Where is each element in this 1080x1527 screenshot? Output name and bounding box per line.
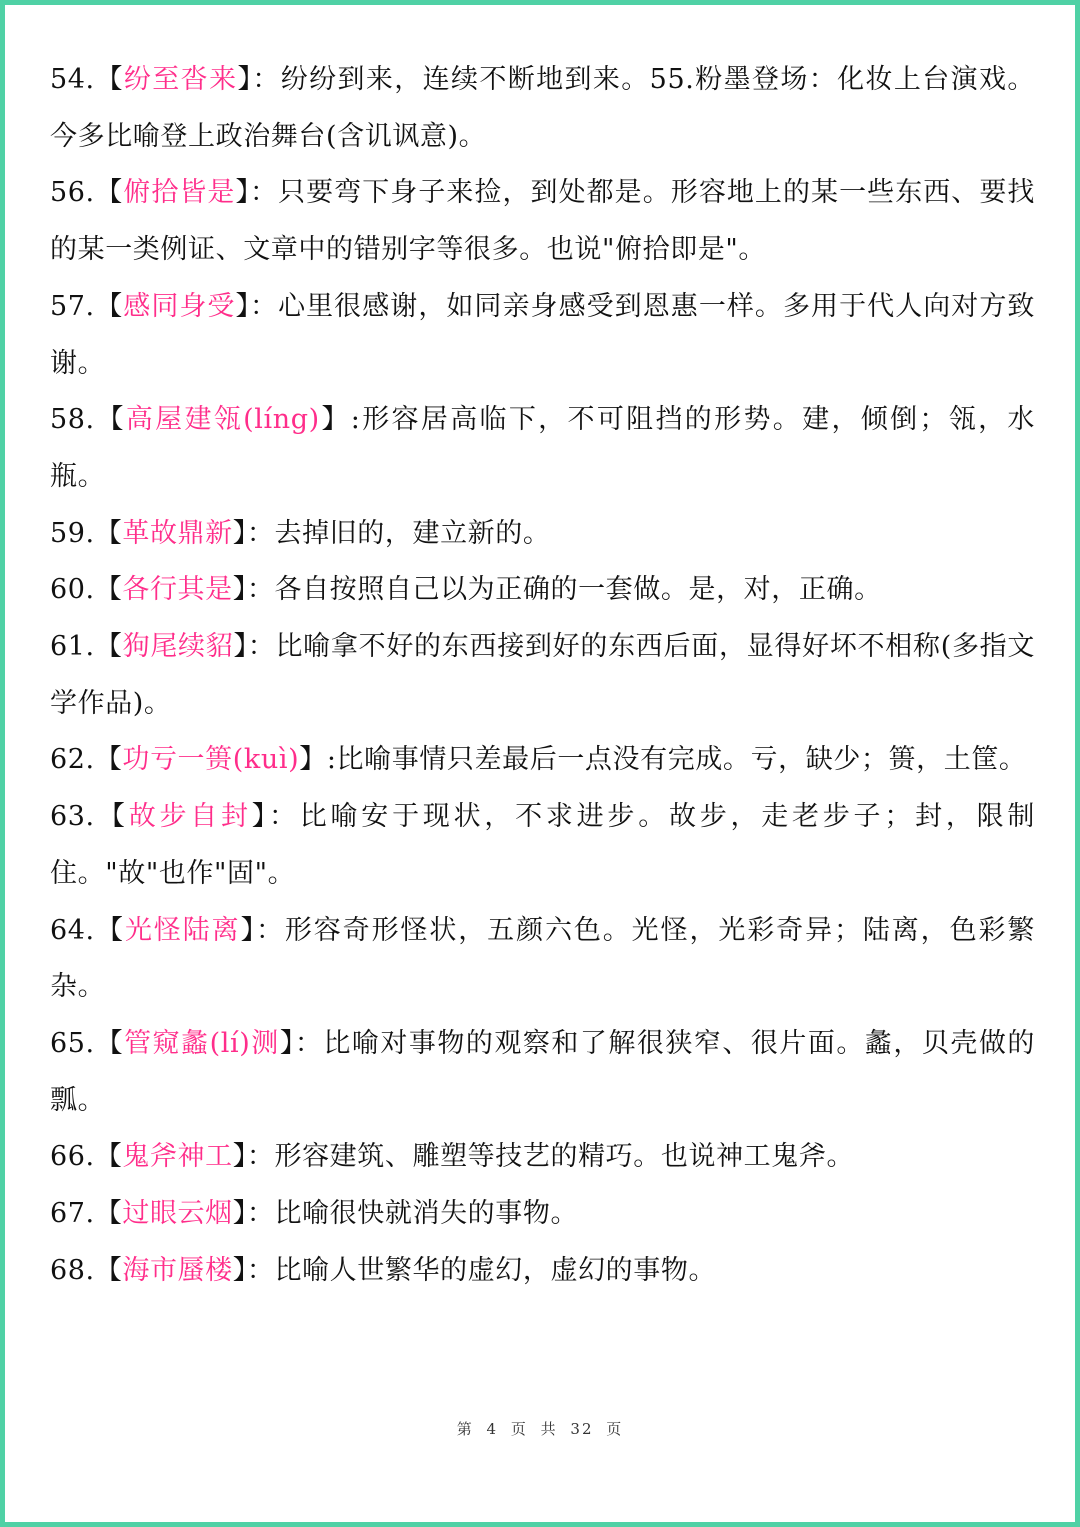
footer-label: 页: [510, 1420, 528, 1438]
close-bracket: 】: [232, 1198, 247, 1230]
definition: ：比喻对事物的观察和了解很狭窄、很片面。蠡，贝壳做的瓢。: [50, 1027, 1035, 1116]
idiom-term: 高屋建瓴(líng): [125, 404, 320, 436]
entry-number: 67.: [50, 1198, 95, 1230]
entry-59: [50, 506, 1035, 563]
entry-68: [50, 1243, 1035, 1300]
entry-number: 63.: [50, 801, 95, 833]
current-page-number: 4: [486, 1420, 499, 1438]
open-bracket: 【: [94, 631, 123, 663]
open-bracket: 【: [94, 1141, 123, 1173]
open-bracket: 【: [94, 290, 124, 322]
entry-58: [50, 392, 1035, 505]
definition: ：比喻很快就消失的事物。: [246, 1198, 579, 1230]
page-footer: [0, 1418, 1080, 1439]
definition: ：各自按照自己以为正确的一套做。是，对，正确。: [246, 574, 882, 606]
close-bracket: 】: [237, 64, 253, 95]
definition: ：比喻拿不好的东西接到好的东西后面，显得好坏不相称(多指文学作品)。: [50, 631, 1036, 719]
close-bracket: 】: [235, 177, 251, 209]
entry-number: 68.: [50, 1254, 95, 1286]
open-bracket: 【: [94, 1254, 123, 1286]
close-bracket: 】: [232, 574, 247, 606]
entry-62: [50, 732, 1035, 789]
entry-56: [50, 165, 1035, 278]
open-bracket: 【: [94, 574, 123, 606]
entry-number: 57.: [50, 290, 95, 322]
definition: :比喻事情只差最后一点没有完成。亏，缺少；篑，土筐。: [326, 744, 1027, 776]
close-bracket: 】: [232, 1254, 247, 1286]
entry-number: 62.: [50, 744, 95, 776]
idiom-term: 过眼云烟: [122, 1198, 233, 1230]
close-bracket: 】: [279, 1027, 295, 1059]
definition: :形容居高临下，不可阻挡的形势。建，倾倒；瓴，水瓶。: [50, 404, 1035, 492]
open-bracket: 【: [94, 517, 123, 549]
entry-57: [50, 279, 1035, 392]
open-bracket: 【: [94, 914, 125, 946]
total-page-count: 32: [570, 1420, 594, 1438]
entry-64: [50, 903, 1035, 1016]
footer-label: 第: [456, 1420, 474, 1438]
idiom-list: [50, 52, 1035, 1299]
idiom-term: 管窥蠡(lí)测: [124, 1027, 280, 1059]
entry-63: [50, 789, 1035, 902]
close-bracket: 】: [235, 290, 251, 322]
open-bracket: 【: [94, 801, 129, 833]
entry-60: [50, 562, 1035, 619]
entry-66: [50, 1129, 1035, 1186]
entry-number: 64.: [50, 914, 95, 946]
idiom-term: 感同身受: [123, 290, 236, 322]
entry-number: 59.: [50, 517, 95, 549]
close-bracket: 】: [232, 517, 247, 549]
definition: ：形容奇形怪状，五颜六色。光怪，光彩奇异；陆离，色彩繁杂。: [50, 914, 1035, 1003]
entry-number: 58.: [50, 404, 95, 436]
entry-number: 61.: [50, 631, 95, 663]
definition: ：心里很感谢，如同亲身感受到恩惠一样。多用于代人向对方致谢。: [50, 290, 1035, 379]
idiom-term: 光怪陆离: [124, 914, 241, 946]
entry-67: [50, 1186, 1035, 1243]
close-bracket: 】: [240, 914, 256, 946]
open-bracket: 【: [94, 744, 123, 776]
idiom-term: 俯拾皆是: [123, 177, 236, 209]
entry-65: [50, 1016, 1035, 1129]
entry-number: 66.: [50, 1141, 95, 1173]
close-bracket: 】: [299, 744, 327, 776]
open-bracket: 【: [94, 1198, 123, 1230]
close-bracket: 】: [233, 631, 248, 663]
idiom-term: 革故鼎新: [122, 517, 233, 549]
open-bracket: 【: [94, 404, 126, 436]
open-bracket: 【: [94, 1027, 125, 1059]
entry-number: 56.: [50, 177, 95, 209]
entry-54: [50, 52, 1035, 165]
idiom-term: 故步自封: [128, 801, 252, 833]
idiom-term: 各行其是: [122, 574, 233, 606]
entry-61: [50, 619, 1035, 732]
close-bracket: 】: [319, 404, 351, 436]
close-bracket: 】: [232, 1141, 247, 1173]
idiom-term: 鬼斧神工: [122, 1141, 233, 1173]
entry-number: 65.: [50, 1027, 95, 1059]
idiom-term: 纷至沓来: [123, 64, 238, 95]
close-bracket: 】: [251, 801, 270, 833]
definition: ：只要弯下身子来捡，到处都是。形容地上的某一些东西、要找的某一类例证、文章中的错别字等很多。也说"俯拾即是"。: [50, 177, 1035, 266]
entry-number: 60.: [50, 574, 95, 606]
entry-number: 54.: [50, 64, 95, 95]
footer-label: 共: [540, 1420, 558, 1438]
idiom-term: 狗尾续貂: [122, 631, 234, 663]
footer-label: 页: [606, 1420, 624, 1438]
definition: ：形容建筑、雕塑等技艺的精巧。也说神工鬼斧。: [246, 1141, 855, 1173]
open-bracket: 【: [94, 177, 124, 209]
definition: ：去掉旧的，建立新的。: [246, 517, 551, 549]
definition: ：比喻人世繁华的虚幻，虚幻的事物。: [246, 1254, 717, 1286]
idiom-term: 功亏一篑(kuì): [122, 744, 300, 776]
idiom-term: 海市蜃楼: [122, 1254, 233, 1286]
definition: ：纷纷到来，连续不断地到来。55.粉墨登场：化妆上台演戏。今多比喻登上政治舞台(含讥讽意)。: [50, 64, 1035, 152]
open-bracket: 【: [94, 64, 124, 95]
definition: ：比喻安于现状，不求进步。故步，走老步子；封，限制住。"故"也作"固"。: [50, 801, 1035, 889]
